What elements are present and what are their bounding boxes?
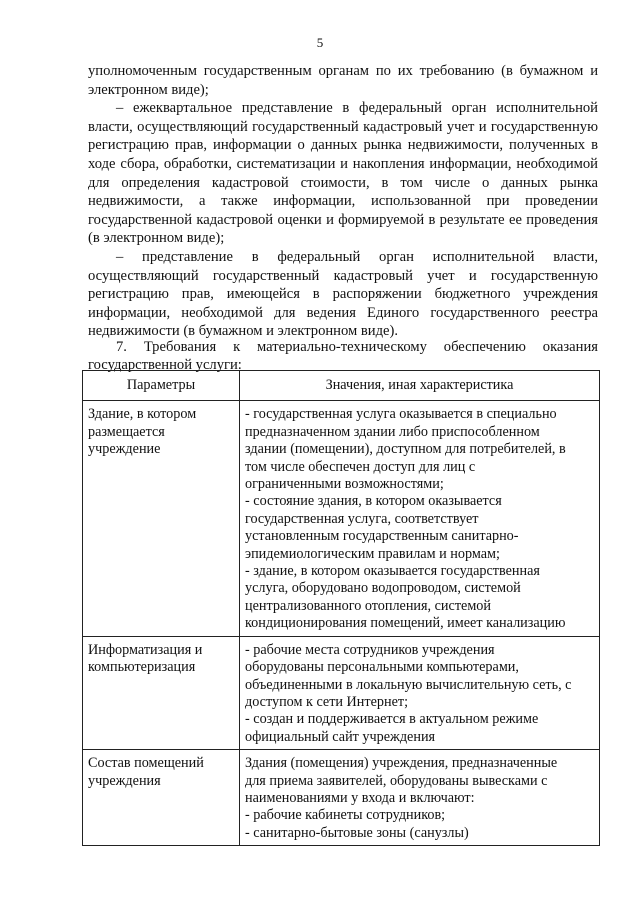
paragraph-registry-submission: – представление в федеральный орган исполнительной власти, осуществляющий государственный кадастровый учет и государственную регистрацию прав, имеющейся в распоряжении бюджетного учреждения информации, необходимой для ведения Единого государственного реестра недвижимости (в бумажном и электронном виде). xyxy=(88,248,598,340)
requirements-table xyxy=(82,370,600,846)
value-line: услуга, оборудовано водопроводом, системой xyxy=(245,580,521,597)
param-cell: Здание, в котором размещается учреждение xyxy=(83,401,240,636)
value-line: оборудованы персональными компьютерами, xyxy=(245,659,519,676)
value-line: доступом к сети Интернет; xyxy=(245,693,409,710)
value-line: - рабочие кабинеты сотрудников; xyxy=(245,807,446,824)
value-line: - санитарно-бытовые зоны (санузлы) xyxy=(245,824,469,841)
value-line: том числе обеспечен доступ для лиц с xyxy=(245,458,476,475)
value-line: Здания (помещения) учреждения, предназначенные xyxy=(245,755,558,772)
value-line: установленным государственным санитарно- xyxy=(245,528,519,545)
value-line: для приема заявителей, оборудованы вывесками с xyxy=(245,772,548,789)
value-cell xyxy=(240,750,600,846)
value-line: эпидемиологическим правилам и нормам; xyxy=(245,545,500,562)
value-line: - состояние здания, в котором оказывается xyxy=(245,493,502,510)
value-line: ограниченными возможностями; xyxy=(245,476,444,493)
body-text xyxy=(88,62,598,341)
value-line: объединенными в локальную вычислительную сеть, с xyxy=(245,676,572,693)
paragraph-quarterly-submission: – ежеквартальное представление в федеральный орган исполнительной власти, осуществляющий государственный кадастровый учет и государственную регистрацию прав, информации о данных рынка недвижимости, полученных в ходе сбора, обработки, систематизации и накопления информации, необходимой для определения кадастровой стоимости, в том числе о данных рынка недвижимости, а также информации, использованной при проведении государственной кадастровой оценки и формируемой в результате ее проведения (в электронном виде); xyxy=(88,100,598,247)
table-row-premises xyxy=(83,750,600,846)
value-cell xyxy=(240,401,600,636)
value-line: централизованного отопления, системой xyxy=(245,597,491,614)
value-line: - создан и поддерживается в актуальном режиме xyxy=(245,711,539,728)
page-number: 5 xyxy=(316,35,324,50)
paragraph-continuation: уполномоченным государственным органам по их требованию (в бумажном и электронном виде); xyxy=(88,63,598,98)
value-cell xyxy=(240,636,600,749)
param-cell: Информатизация и компьютеризация xyxy=(83,636,240,749)
param-cell: Состав помещений учреждения xyxy=(83,750,240,846)
value-line: официальный сайт учреждения xyxy=(245,728,436,745)
value-line: здании (помещении), доступном для потребителей, в xyxy=(245,441,566,458)
column-header-parameters: Параметры xyxy=(83,371,240,401)
column-header-values: Значения, иная характеристика xyxy=(240,371,600,401)
value-line: предназначенном здании либо приспособленном xyxy=(245,423,540,440)
table-row-informatization xyxy=(83,636,600,749)
table-row-building xyxy=(83,401,600,636)
value-line: кондиционирования помещений, имеет канализацию xyxy=(245,615,566,632)
section-7-title: 7. Требования к материально-техническому обеспечению оказания государственной услуги: xyxy=(88,339,598,373)
value-line: - рабочие места сотрудников учреждения xyxy=(245,641,495,658)
value-line: - государственная услуга оказывается в специально xyxy=(245,406,557,423)
table-header-row xyxy=(83,371,600,401)
value-line: государственная услуга, соответствует xyxy=(245,510,479,527)
value-line: - здание, в котором оказывается государственная xyxy=(245,563,540,580)
value-line: наименованиями у входа и включают: xyxy=(245,789,475,806)
